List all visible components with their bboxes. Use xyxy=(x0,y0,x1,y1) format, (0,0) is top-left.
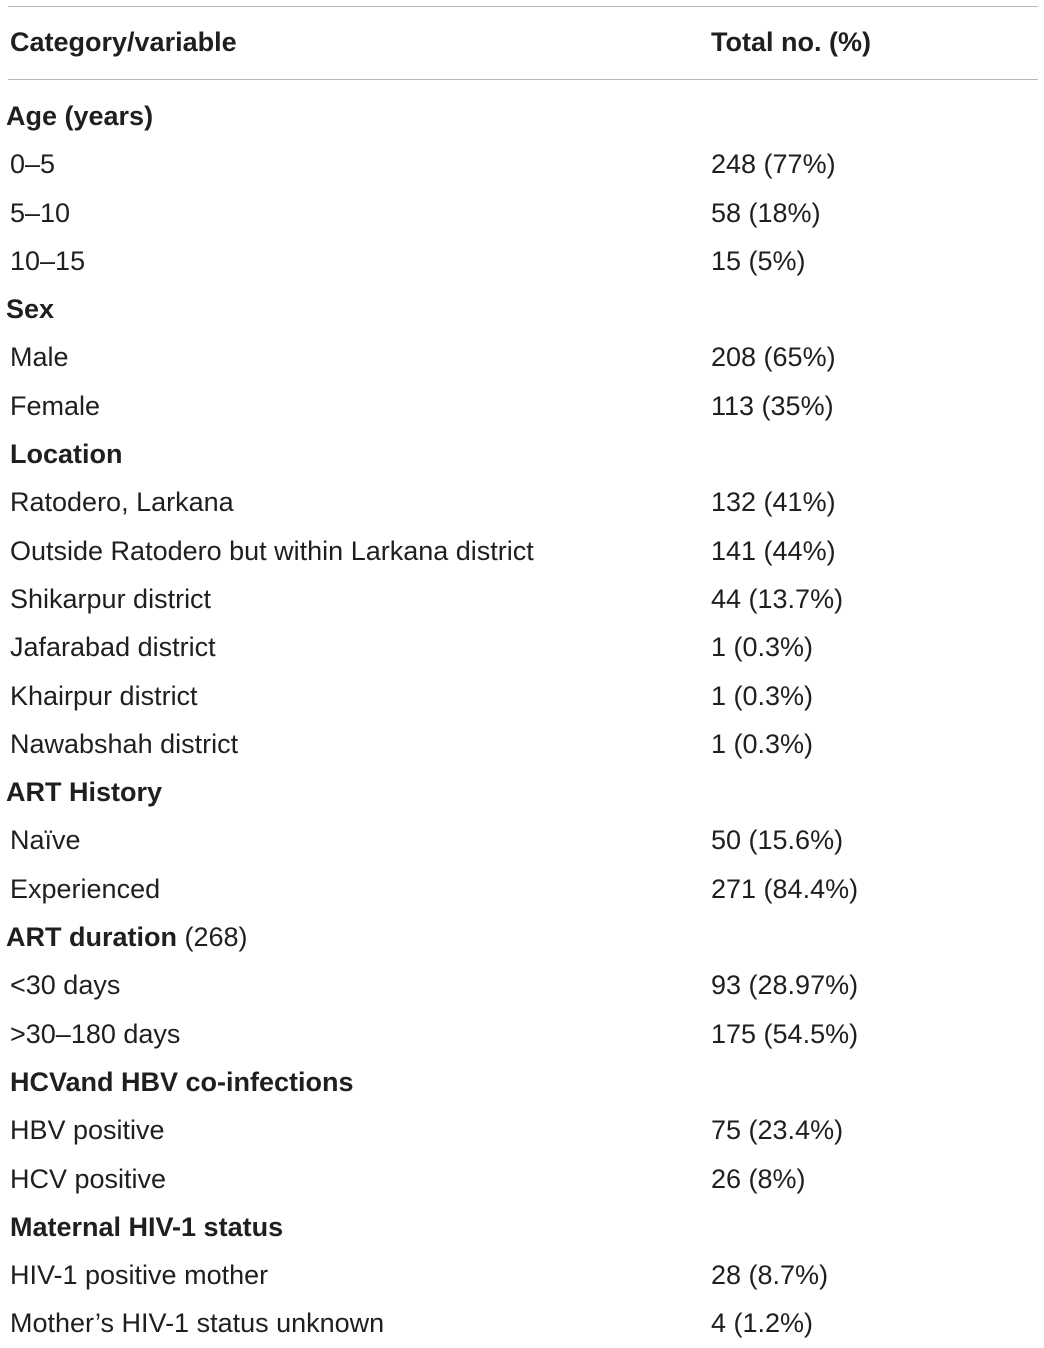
section-heading xyxy=(10,1203,283,1251)
section-row xyxy=(0,768,1044,816)
row-label: Female xyxy=(10,390,101,421)
row-label: 10–15 xyxy=(10,245,86,276)
section-row xyxy=(0,430,1044,478)
row-label: Outside Ratodero but within Larkana district xyxy=(10,535,534,566)
section-heading xyxy=(10,1058,354,1106)
row-label: 5–10 xyxy=(10,197,71,228)
table-row xyxy=(0,816,1044,864)
row-label: <30 days xyxy=(10,970,121,1001)
table-row xyxy=(0,1155,1044,1203)
header-total: Total no. (%) xyxy=(711,27,871,57)
table-row xyxy=(0,1010,1044,1058)
table-row xyxy=(0,140,1044,188)
table-row xyxy=(0,961,1044,1009)
table-row xyxy=(0,672,1044,720)
table-row xyxy=(0,865,1044,913)
row-value: 175 (54.5%) xyxy=(711,1018,859,1049)
row-label: HCV positive xyxy=(10,1163,167,1194)
row-value: 1 (0.3%) xyxy=(711,680,814,711)
row-label: Ratodero, Larkana xyxy=(10,487,234,518)
section-label: Age (years) xyxy=(6,101,154,131)
row-value: 75 (23.4%) xyxy=(711,1115,844,1146)
table-row xyxy=(0,527,1044,575)
row-label: Male xyxy=(10,342,69,373)
row-label: Khairpur district xyxy=(10,680,198,711)
table-row xyxy=(0,575,1044,623)
row-value: 141 (44%) xyxy=(711,535,836,566)
section-note: (268) xyxy=(176,922,248,953)
table-header-row xyxy=(0,6,1044,79)
row-value: 132 (41%) xyxy=(711,487,836,518)
section-label: Location xyxy=(10,439,123,470)
row-value: 15 (5%) xyxy=(711,245,806,276)
row-value: 248 (77%) xyxy=(711,149,836,180)
row-label: Experienced xyxy=(10,873,161,904)
section-row xyxy=(0,1058,1044,1106)
section-label: ART duration xyxy=(6,922,177,953)
section-label: HCVand HBV co-infections xyxy=(10,1066,354,1097)
table-row xyxy=(0,1299,1044,1347)
row-value: 50 (15.6%) xyxy=(711,825,844,856)
row-value: 26 (8%) xyxy=(711,1163,806,1194)
table-row xyxy=(0,1251,1044,1299)
row-label: HIV-1 positive mother xyxy=(10,1260,269,1291)
table-body xyxy=(0,92,1044,1348)
table-row xyxy=(0,478,1044,526)
header-category: Category/variable xyxy=(10,27,237,57)
row-value: 1 (0.3%) xyxy=(711,728,814,759)
table-header-rule xyxy=(8,79,1038,80)
row-label: Shikarpur district xyxy=(10,583,212,614)
section-row xyxy=(0,913,1044,961)
row-value: 58 (18%) xyxy=(711,197,821,228)
section-heading xyxy=(6,913,248,961)
row-value: 4 (1.2%) xyxy=(711,1308,814,1339)
row-label: Jafarabad district xyxy=(10,632,216,663)
row-label: >30–180 days xyxy=(10,1018,181,1049)
row-label: HBV positive xyxy=(10,1115,165,1146)
table-row xyxy=(0,333,1044,381)
section-heading xyxy=(10,430,123,478)
table-row xyxy=(0,189,1044,237)
row-label: Naïve xyxy=(10,825,81,856)
row-value: 271 (84.4%) xyxy=(711,873,859,904)
row-value: 44 (13.7%) xyxy=(711,583,844,614)
section-label: Maternal HIV-1 status xyxy=(10,1211,284,1242)
section-heading xyxy=(6,92,153,140)
section-label: Sex xyxy=(6,294,55,325)
table-row xyxy=(0,382,1044,430)
section-label: ART History xyxy=(6,777,163,808)
section-row xyxy=(0,285,1044,333)
section-row xyxy=(0,1203,1044,1251)
row-value: 93 (28.97%) xyxy=(711,970,859,1001)
table-row xyxy=(0,237,1044,285)
row-value: 113 (35%) xyxy=(711,390,834,421)
row-label: Nawabshah district xyxy=(10,728,239,759)
row-label: 0–5 xyxy=(10,149,56,180)
section-row xyxy=(0,92,1044,140)
row-value: 28 (8.7%) xyxy=(711,1260,829,1291)
table-row xyxy=(0,720,1044,768)
table-row xyxy=(0,1106,1044,1154)
section-heading xyxy=(6,768,162,816)
row-value: 1 (0.3%) xyxy=(711,632,814,663)
section-heading xyxy=(6,285,54,333)
row-label: Mother’s HIV-1 status unknown xyxy=(10,1308,385,1339)
row-value: 208 (65%) xyxy=(711,342,836,373)
table-row xyxy=(0,623,1044,671)
